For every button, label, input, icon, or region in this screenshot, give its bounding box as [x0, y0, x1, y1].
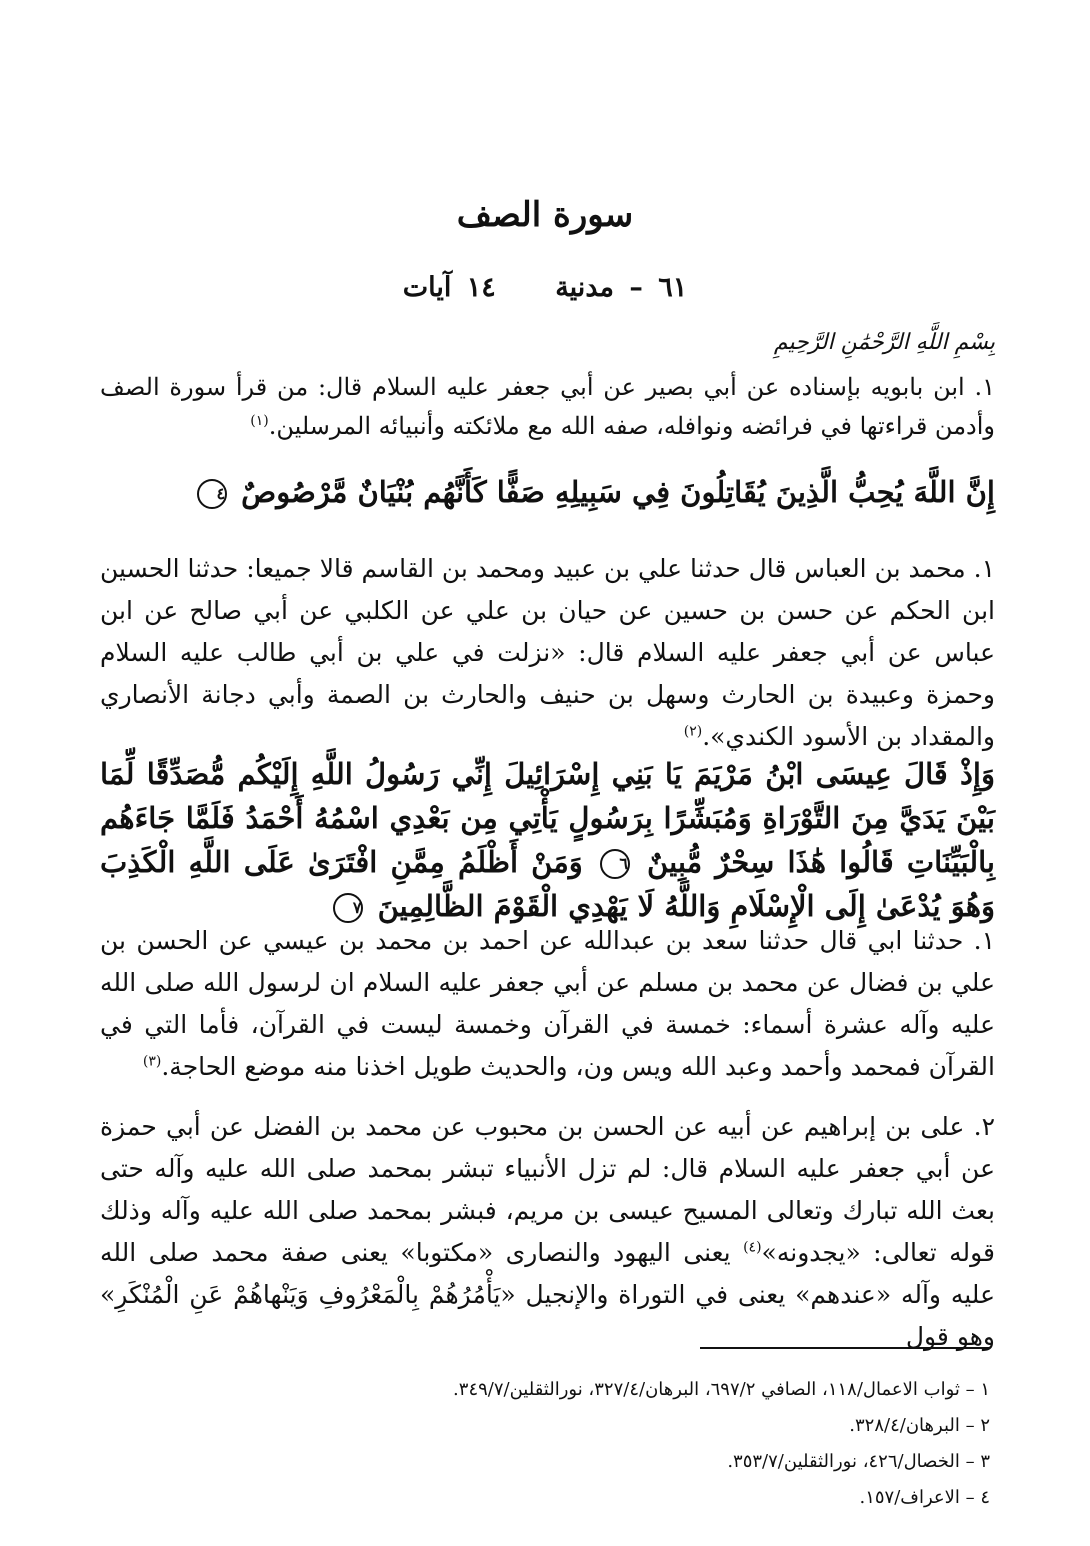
hadith-text: ١. حدثنا ابي قال حدثنا سعد بن عبدالله عن احمد بن محمد بن عيسي عن الحسن بن علي بن فضال عن محمد بن مسلم عن أبي جعفر عليه السلام ان لرسول الله صلى الله عليه وآله عشرة أسماء: خمسة في القرآن وخمسة ليست في القرآن، فأما التي في القرآن فمحمد وأحمد وعبد الله ويس ون، والحديث طويل اخذنا منه موضع الحاجة.	[100, 926, 995, 1081]
footnote-item: ٤ – الاعراف/١٥٧.	[859, 1487, 990, 1508]
footnote-separator	[700, 1347, 990, 1349]
hadith-paragraph	[100, 368, 995, 446]
hadith-paragraph	[100, 1106, 995, 1358]
hadith-text: ١. محمد بن العباس قال حدثنا علي بن عبيد ومحمد بن القاسم قالا جميعا: حدثنا الحسين ابن الحكم عن حسن بن حسين عن حيان بن علي عن الكلبي عن أبي صالح عن ابن عباس عن أبي جعفر عليه السلام قال: «نزلت في علي بن أبي طالب عليه السلام وحمزة وعبيدة بن الحارث وسهل بن حنيف والحارث بن الصمة وأبي دجانة الأنصاري والمقداد بن الأسود الكندي».	[100, 554, 995, 751]
verse-text: إِنَّ اللَّهَ يُحِبُّ الَّذِينَ يُقَاتِلُونَ فِي سَبِيلِهِ صَفًّا كَأَنَّهُم بُنْيَانٌ مَّرْصُوصٌ	[241, 475, 995, 509]
basmala: بِسْمِ اللَّهِ الرَّحْمَٰنِ الرَّحِيمِ	[773, 330, 995, 355]
footnote-item: ١ – ثواب الاعمال/١١٨، الصافي ٦٩٧/٢، البرهان/٣٢٧/٤، نورالثقلين/٣٤٩/٧.	[453, 1379, 990, 1400]
hadith-text: ٢. على بن إبراهيم عن أبيه عن الحسن بن محبوب عن محمد بن الفضل عن أبي حمزة عن أبي جعفر عليه السلام قال: لم تزل الأنبياء تبشر بمحمد صلى الله عليه وآله حتى بعث الله تبارك وتعالى المسيح عيسى بن مريم، فبشر بمحمد صلى الله عليه وآله وذلك قوله تعالى: «يجدونه»	[100, 1112, 995, 1267]
hadith-paragraph	[100, 920, 995, 1088]
ayah-number-marker: ٧	[333, 893, 363, 923]
quran-verse	[100, 752, 995, 928]
hadith-paragraph	[100, 548, 995, 758]
footnote-item: ٣ – الخصال/٤٢٦، نورالثقلين/٣٥٣/٧.	[727, 1451, 990, 1472]
footnote-ref: (٢)	[683, 723, 703, 740]
surah-number-type: ٦١ – مدنية	[555, 272, 688, 303]
footnote-ref: (١)	[250, 413, 269, 429]
surah-subtitle	[0, 272, 1090, 303]
surah-title: سورة الصف	[456, 195, 634, 235]
ayah-number-marker: ٤	[197, 479, 227, 509]
verse-text: وَإِذْ قَالَ عِيسَى ابْنُ مَرْيَمَ يَا بَنِي إِسْرَائِيلَ إِنِّي رَسُولُ اللَّهِ إِلَيْكُم مُّصَدِّقًا لِّمَا بَيْنَ يَدَيَّ مِنَ التَّوْرَاةِ وَمُبَشِّرًا بِرَسُولٍ يَأْتِي مِن بَعْدِي اسْمُهُ أَحْمَدُ فَلَمَّا جَاءَهُم بِالْبَيِّنَاتِ قَالُوا هَٰذَا سِحْرٌ مُّبِينٌ	[100, 757, 995, 879]
ayat-count: ١٤ آيات	[402, 272, 496, 303]
quran-verse	[100, 470, 995, 514]
footnote-item: ٢ – البرهان/٣٢٨/٤.	[849, 1415, 990, 1436]
footnote-ref: (٤)	[743, 1239, 762, 1256]
footnote-ref: (٣)	[142, 1053, 162, 1070]
hadith-text: ١. ابن بابويه بإسناده عن أبي بصير عن أبي جعفر عليه السلام قال: من قرأ سورة الصف وأدمن قراءتها في فرائضه ونوافله، صفه الله مع ملائكته وأنبيائه المرسلين.	[100, 373, 995, 440]
footnotes-list	[110, 1372, 990, 1516]
hadith-text: يعنى اليهود والنصارى «مكتوبا» يعنى صفة محمد صلى الله عليه وآله «عندهم» يعنى في التوراة والإنجيل «يَأْمُرُهُمْ بِالْمَعْرُوفِ وَيَنْهاهُمْ عَنِ الْمُنْكَرِ» وهو قول	[100, 1238, 995, 1351]
ayah-number-marker: ٦	[600, 849, 630, 879]
verse-text: وَمَنْ أَظْلَمُ مِمَّنِ افْتَرَىٰ عَلَى اللَّهِ الْكَذِبَ وَهُوَ يُدْعَىٰ إِلَى الْإِسْلَامِ وَاللَّهُ لَا يَهْدِي الْقَوْمَ الظَّالِمِينَ	[100, 845, 995, 923]
